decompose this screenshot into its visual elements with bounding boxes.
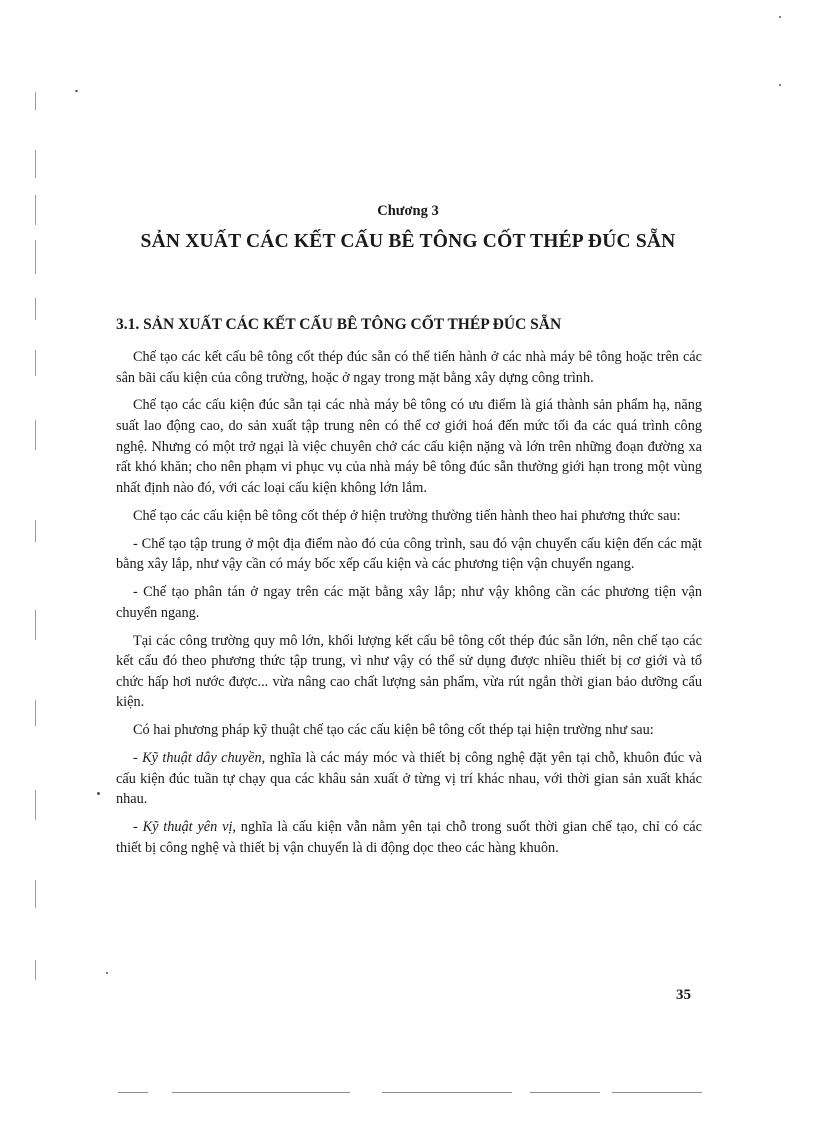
scan-margin-line (35, 520, 36, 542)
scan-margin-line (35, 960, 36, 980)
scan-margin-line (35, 610, 36, 640)
scan-rule (612, 1092, 702, 1093)
scan-rule (382, 1092, 512, 1093)
paragraph: Tại các công trường quy mô lớn, khối lượng kết cấu bê tông cốt thép đúc sẵn lớn, nên chế tạo các kết cấu đó theo phương thức tập trung, vì như vậy có thể sử dụng được nhiều thiết bị cơ giới và tổ chức hấp hơi nước được... vừa nâng cao chất lượng sản phẩm, vừa rút ngắn thời gian bảo dưỡng cấu kiện. (116, 632, 702, 711)
scan-margin-line (35, 298, 36, 320)
scan-margin-line (35, 92, 36, 110)
scan-rule (118, 1092, 148, 1093)
list-item: - Chế tạo tập trung ở một địa điểm nào đó của công trình, sau đó vận chuyển cấu kiện đến các mặt bằng xây lắp, như vậy cần có máy bốc xếp cấu kiện và các phương tiện vận chuyển ngang. (116, 535, 702, 573)
scan-speck (779, 84, 781, 86)
scan-margin-line (35, 150, 36, 178)
chapter-title: SẢN XUẤT CÁC KẾT CẤU BÊ TÔNG CỐT THÉP ĐÚC SẴN (140, 231, 676, 252)
scan-margin-line (35, 350, 36, 376)
list-item: - Chế tạo phân tán ở ngay trên các mặt bằng xây lắp; như vậy không cần các phương tiện vận chuyển ngang. (116, 584, 702, 621)
list-item (116, 748, 702, 810)
scan-speck (75, 89, 79, 92)
paragraph: Chế tạo các cấu kiện đúc sẵn tại các nhà máy bê tông có ưu điểm là giá thành sản phẩm hạ, năng suất lao động cao, do sản xuất tập trung nên có thể cơ giới hoá đến mức tối đa các quá trình công nghệ. Nhưng có một trở ngại là việc chuyên chở các cấu kiện nặng và lớn trên những đoạn đường xa rất khó khăn; cho nên phạm vi phục vụ của nhà máy bê tông đúc sẵn thường giới hạn trong một vùng nhất định nào đó, với các loại cấu kiện không lớn lắm. (116, 397, 702, 496)
chapter-label: Chương 3 (377, 203, 439, 219)
term-definition: nghĩa là cấu kiện vẫn nằm yên tại chỗ trong suốt thời gian chế tạo, chỉ có các thiết bị công nghệ và thiết bị vận chuyển là di động dọc theo các hàng khuôn. (116, 819, 702, 856)
scan-speck (106, 972, 108, 974)
scan-speck (97, 792, 100, 795)
term-definition: nghĩa là các máy móc và thiết bị công nghệ đặt yên tại chỗ, khuôn đúc và cấu kiện đúc tuần tự chạy qua các khâu sản xuất ở từng vị trí khác nhau, với thời gian sản xuất khác nhau. (116, 750, 702, 808)
list-item (116, 817, 702, 858)
body-text (116, 347, 702, 866)
scan-margin-line (35, 420, 36, 450)
scan-margin-line (35, 790, 36, 820)
term-stationary: Kỹ thuật yên vị, (142, 819, 236, 836)
scan-speck (779, 16, 781, 18)
page-number: 35 (676, 987, 691, 1003)
list-dash: - (133, 819, 143, 836)
list-dash: - (133, 750, 143, 767)
scan-margin-line (35, 700, 36, 726)
term-assembly-line: Kỹ thuật dây chuyền, (142, 750, 266, 767)
section-heading: 3.1. SẢN XUẤT CÁC KẾT CẤU BÊ TÔNG CỐT THÉP ĐÚC SẴN (116, 316, 562, 333)
scan-rule (530, 1092, 600, 1093)
scan-rule (172, 1092, 350, 1093)
paragraph: Chế tạo các kết cấu bê tông cốt thép đúc sẵn có thể tiến hành ở các nhà máy bê tông hoặc trên các sân bãi cấu kiện của công trường, hoặc ở ngay trong mặt bằng xây dựng công trình. (116, 349, 702, 386)
scan-margin-line (35, 880, 36, 908)
paragraph: Chế tạo các cấu kiện bê tông cốt thép ở hiện trường thường tiến hành theo hai phương thức sau: (133, 507, 681, 524)
paragraph: Có hai phương pháp kỹ thuật chế tạo các cấu kiện bê tông cốt thép tại hiện trường như sau: (133, 722, 654, 739)
